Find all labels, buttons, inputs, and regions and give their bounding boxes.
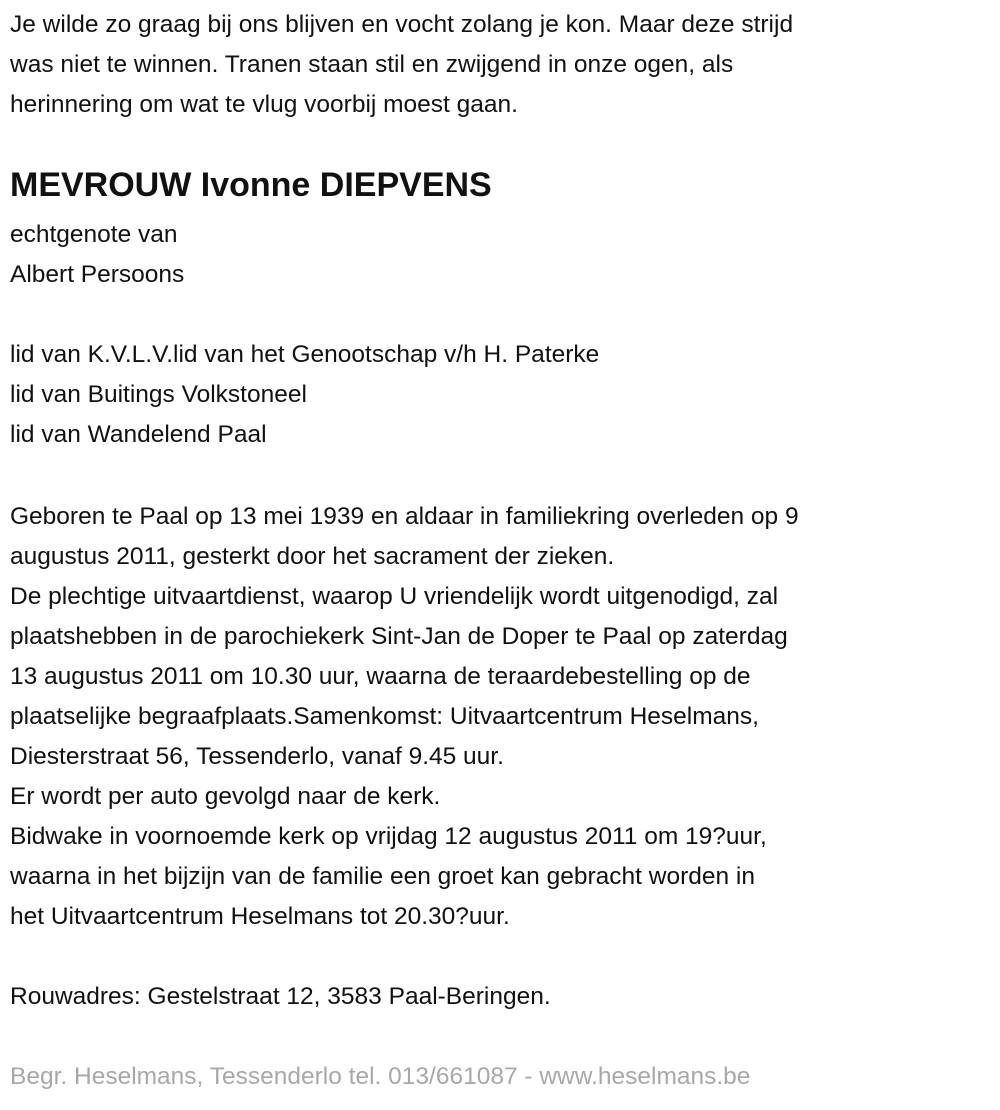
intro-text: [10, 5, 1000, 125]
memberships: [10, 335, 1000, 455]
membership-item: lid van K.V.L.V.lid van het Genootschap v/h H. Paterke: [10, 341, 600, 368]
details-line: waarna in het bijzijn van de familie een groet kan gebracht worden in: [10, 863, 755, 890]
spouse-name: Albert Persoons: [10, 261, 185, 288]
details-line: plaatshebben in de parochiekerk Sint-Jan de Doper te Paal op zaterdag: [10, 623, 788, 650]
deceased-name: MEVROUW Ivonne DIEPVENS: [10, 166, 492, 204]
details-line: het Uitvaartcentrum Heselmans tot 20.30?uur.: [10, 903, 510, 930]
spouse-label: echtgenote van: [10, 221, 178, 248]
details-line: Geboren te Paal op 13 mei 1939 en aldaar in familiekring overleden op 9: [10, 503, 799, 530]
details-line: 13 augustus 2011 om 10.30 uur, waarna de teraardebestelling op de: [10, 663, 751, 690]
intro-line: Je wilde zo graag bij ons blijven en vocht zolang je kon. Maar deze strijd: [10, 11, 794, 38]
footer-undertaker: Begr. Heselmans, Tessenderlo tel. 013/661087 - www.heselmans.be: [10, 1063, 751, 1090]
intro-line: was niet te winnen. Tranen staan stil en zwijgend in onze ogen, als: [10, 51, 734, 78]
details-line: Er wordt per auto gevolgd naar de kerk.: [10, 783, 441, 810]
details-line: Bidwake in voornoemde kerk op vrijdag 12 augustus 2011 om 19?uur,: [10, 823, 767, 850]
membership-item: lid van Wandelend Paal: [10, 421, 267, 448]
membership-item: lid van Buitings Volkstoneel: [10, 381, 307, 408]
funeral-details: [10, 497, 1000, 937]
details-line: plaatselijke begraafplaats.Samenkomst: Uitvaartcentrum Heselmans,: [10, 703, 759, 730]
details-line: augustus 2011, gesterkt door het sacrament der zieken.: [10, 543, 615, 570]
details-line: De plechtige uitvaartdienst, waarop U vriendelijk wordt uitgenodigd, zal: [10, 583, 779, 610]
intro-line: herinnering om wat te vlug voorbij moest gaan.: [10, 91, 518, 118]
details-line: Diesterstraat 56, Tessenderlo, vanaf 9.45 uur.: [10, 743, 504, 770]
mourning-address: Rouwadres: Gestelstraat 12, 3583 Paal-Beringen.: [10, 983, 551, 1010]
